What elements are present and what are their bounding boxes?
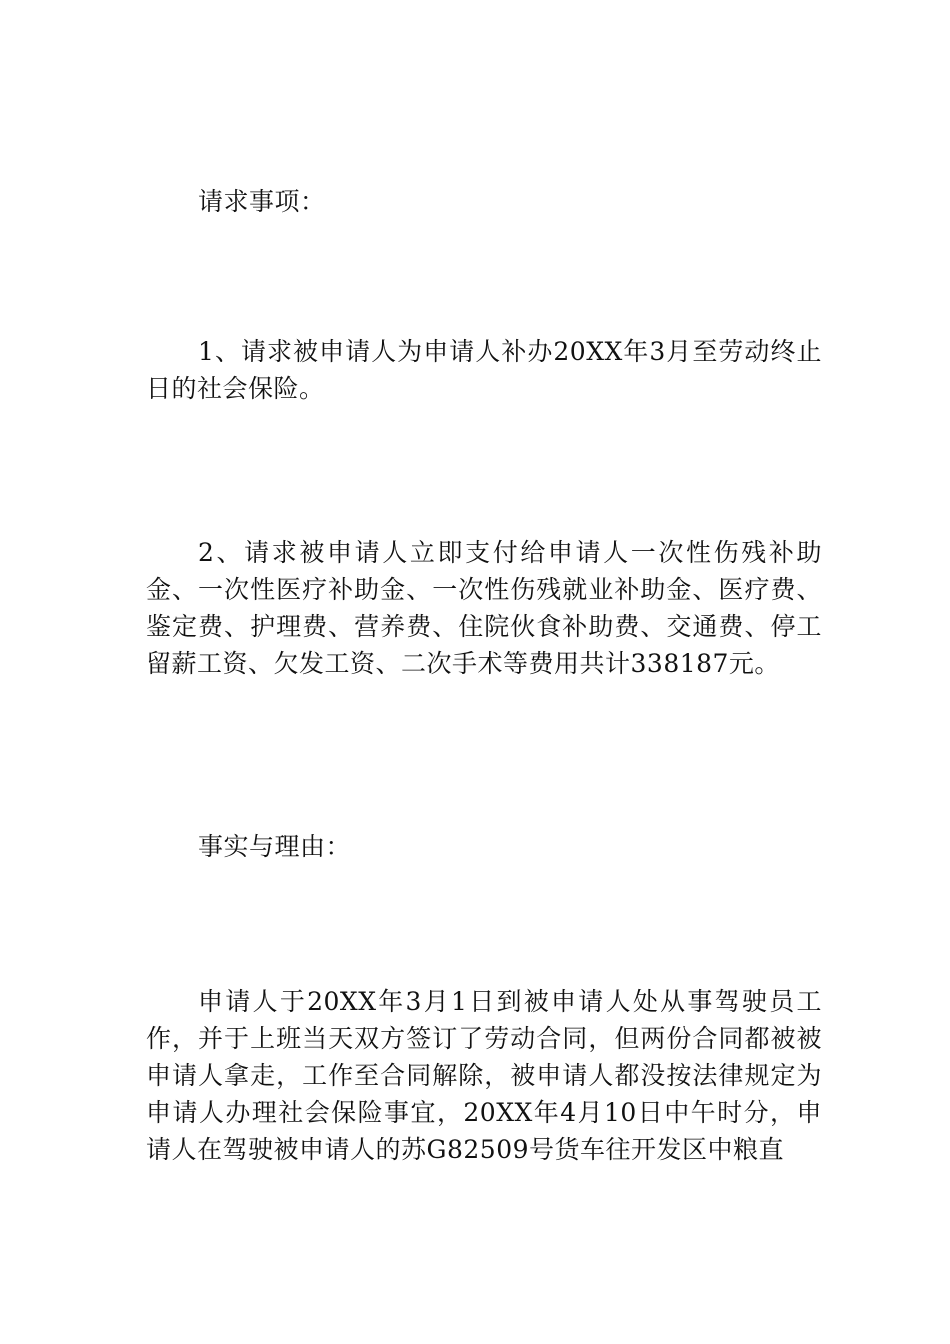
section-heading-facts: 事实与理由： (198, 832, 352, 861)
section-heading-requests: 请求事项： (198, 187, 326, 216)
request-item-2: 2、请求被申请人立即支付给申请人一次性伤残补助金、一次性医疗补助金、一次性伤残就业补助金、医疗费、鉴定费、护理费、营养费、住院伙食补助费、交通费、停工留薪工资、欠发工资、二次手术等费用共计338187元。 (146, 538, 822, 678)
facts-paragraph: 申请人于20XX年3月1日到被申请人处从事驾驶员工作，并于上班当天双方签订了劳动合同，但两份合同都被被申请人拿走，工作至合同解除，被申请人都没按法律规定为申请人办理社会保险事宜，20XX年4月10日中午时分，申请人在驾驶被申请人的苏G82509号货车往开发区中粮直 (146, 987, 822, 1164)
request-item-1: 1、请求被申请人为申请人补办20XX年3月至劳动终止日的社会保险。 (146, 337, 822, 403)
